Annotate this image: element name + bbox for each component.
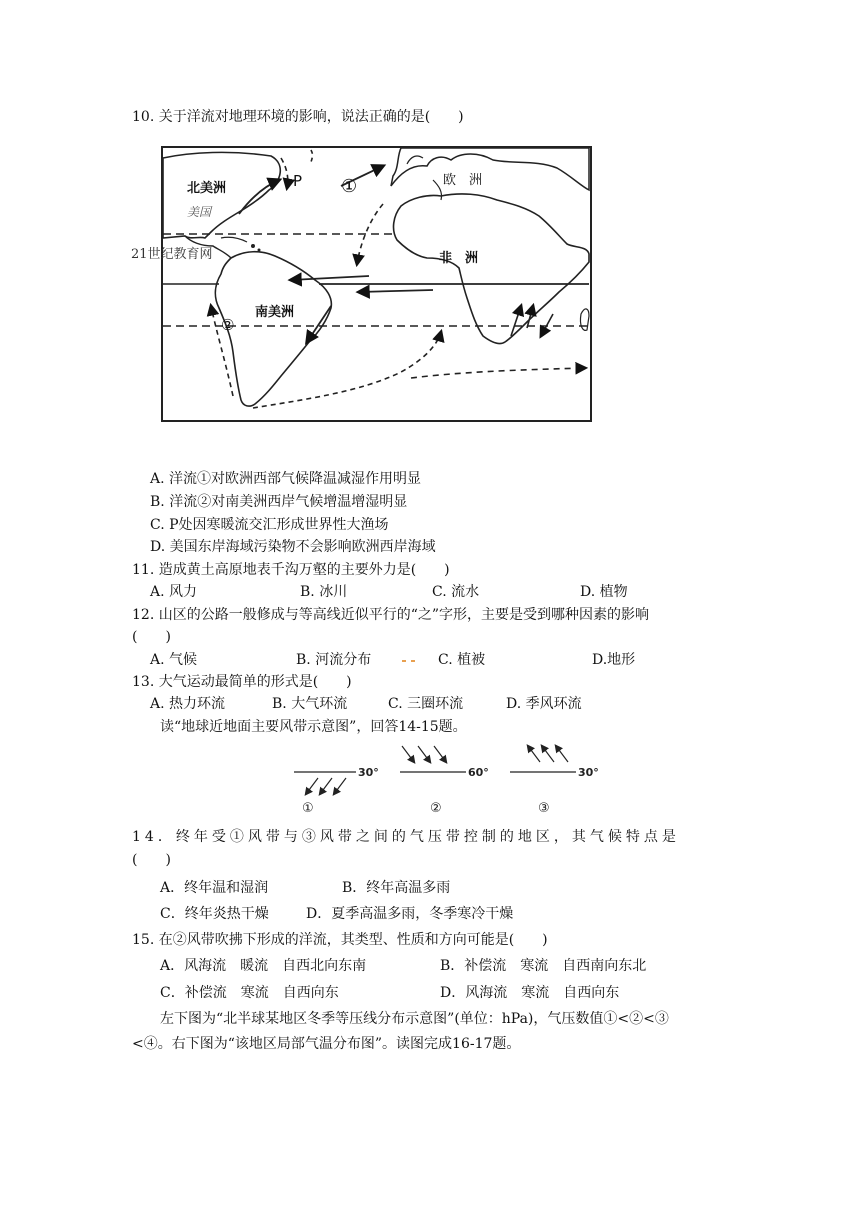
q11-option-a: A. 风力: [150, 584, 198, 600]
q13-stem: 13. 大气运动最简单的形式是( ): [132, 674, 352, 690]
label-north-america: 北美洲: [187, 181, 227, 196]
q14-option-a: A．终年温和湿润: [160, 880, 269, 896]
svg-text:60°: 60°: [468, 766, 489, 779]
q10-option-b: B. 洋流②对南美洲西岸气候增温增湿明显: [150, 494, 408, 510]
wind-marker-3: ③: [538, 801, 550, 816]
q14-stem-line2: ( ): [132, 852, 171, 868]
label-current-1: ①: [341, 176, 358, 197]
q11-stem: 11. 造成黄土高原地表千沟万壑的主要外力是( ): [132, 562, 450, 578]
label-usa: 美国: [187, 205, 212, 219]
q12-stem-line1: 12. 山区的公路一般修成与等高线近似平行的“之”字形，主要是受到哪种因素的影响: [132, 607, 650, 623]
label-africa: 非 洲: [439, 251, 479, 266]
wind-marker-2: ②: [430, 801, 442, 816]
q10-stem: 10. 关于洋流对地理环境的影响，说法正确的是( ): [132, 109, 464, 125]
q12-stem-line2: ( ): [132, 629, 171, 645]
q12-option-d: D.地形: [592, 652, 636, 668]
svg-text:30°: 30°: [358, 766, 379, 779]
wind-belt-diagram: [290, 742, 610, 818]
q14-stem-line1: 14．终年受①风带与③风带之间的气压带控制的地区，其气候特点是: [132, 829, 680, 845]
watermark-text: 21世纪教育网: [131, 247, 213, 262]
q12-option-b: B. 河流分布: [296, 652, 372, 668]
label-europe: 欧 洲: [443, 173, 483, 188]
q12-option-c: C. 植被: [438, 652, 486, 668]
speck-mark: [411, 660, 415, 662]
q15-option-c: C．补偿流 寒流 自西向东: [160, 985, 339, 1001]
q14-option-d: D．夏季高温多雨，冬季寒冷干燥: [306, 906, 514, 922]
q11-option-d: D. 植物: [580, 584, 628, 600]
q15-option-a: A．风海流 暖流 自西北向东南: [160, 958, 367, 974]
intro-14-15: 读“地球近地面主要风带示意图”，回答14-15题。: [160, 719, 467, 735]
q10-option-d: D. 美国东岸海域污染物不会影响欧洲西岸海域: [150, 539, 436, 555]
label-point-p: P: [293, 172, 303, 190]
q13-option-c: C. 三圈环流: [388, 696, 464, 712]
q15-option-b: B．补偿流 寒流 自西南向东北: [440, 958, 647, 974]
speck-mark: [402, 660, 406, 662]
q14-option-b: B．终年高温多雨: [342, 880, 451, 896]
q13-option-b: B. 大气环流: [272, 696, 348, 712]
q12-option-a: A. 气候: [150, 652, 198, 668]
q13-option-d: D. 季风环流: [506, 696, 582, 712]
ocean-current-map: [161, 146, 592, 422]
intro-16-17-line1: 左下图为“北半球某地区冬季等压线分布示意图”(单位：hPa)，气压数值①<②<③: [160, 1011, 669, 1027]
q11-option-b: B. 冰川: [300, 584, 348, 600]
wind-marker-1: ①: [302, 801, 314, 816]
label-south-america: 南美洲: [255, 305, 295, 320]
svg-text:30°: 30°: [578, 766, 599, 779]
label-current-2: ②: [221, 316, 235, 334]
q15-stem: 15. 在②风带吹拂下形成的洋流，其类型、性质和方向可能是( ): [132, 932, 548, 948]
q10-option-a: A. 洋流①对欧洲西部气候降温减湿作用明显: [150, 471, 422, 487]
q13-option-a: A. 热力环流: [150, 696, 226, 712]
q14-option-c: C．终年炎热干燥: [160, 906, 269, 922]
q15-option-d: D．风海流 寒流 自西向东: [440, 985, 620, 1001]
q11-option-c: C. 流水: [432, 584, 480, 600]
intro-16-17-line2: <④。右下图为“该地区局部气温分布图”。读图完成16-17题。: [132, 1036, 521, 1052]
q10-option-c: C. P处因寒暖流交汇形成世界性大渔场: [150, 517, 389, 533]
